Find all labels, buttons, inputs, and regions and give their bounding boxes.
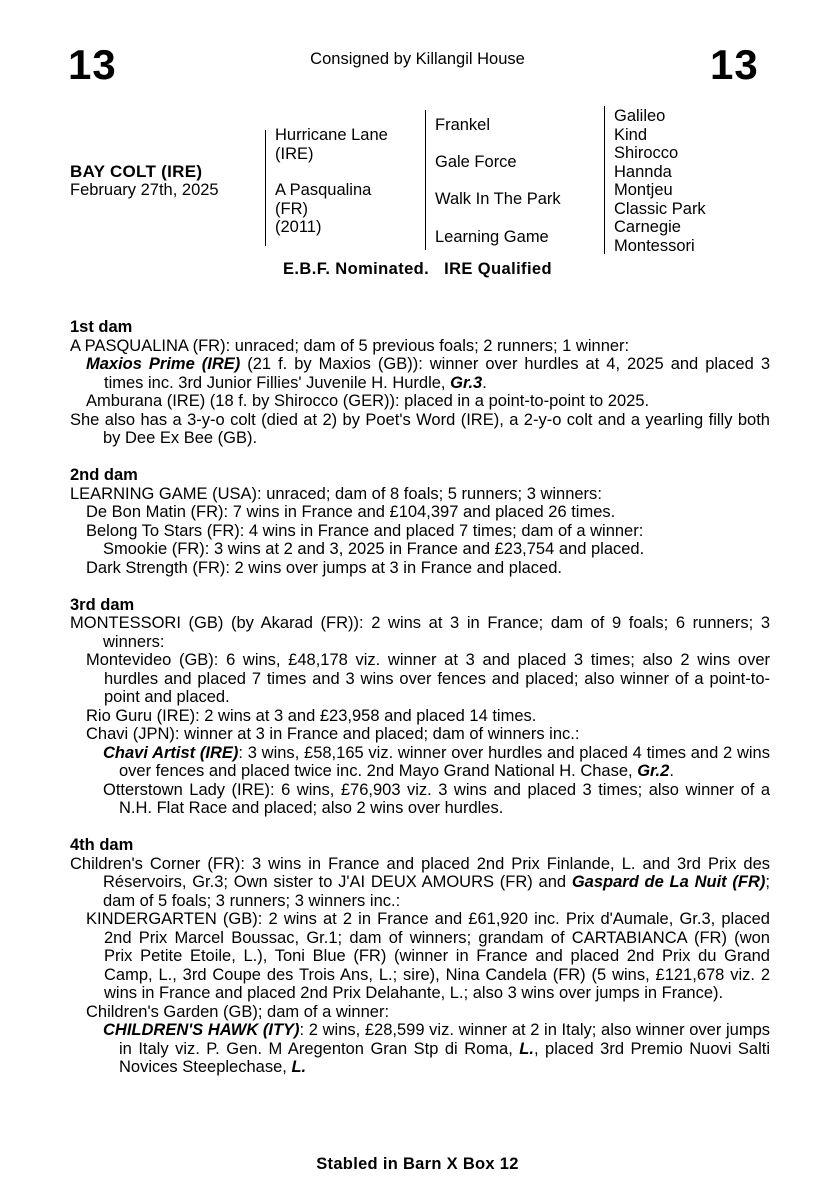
emphasis-text: 3 winners bbox=[294, 891, 366, 910]
emphasis-text: winner bbox=[184, 725, 233, 743]
entry-text: : bbox=[624, 336, 630, 355]
section-heading: 1st dam bbox=[70, 318, 133, 336]
entry-text: , 3rd Coupe des Trois Ans, bbox=[172, 965, 379, 984]
entry-text: . bbox=[482, 373, 487, 392]
pedigree-entry bbox=[70, 355, 770, 392]
entry-text: . bbox=[669, 762, 674, 780]
entry-text: inc.: bbox=[544, 725, 580, 743]
gen3-list bbox=[614, 107, 706, 255]
entry-text: at 3 in France and placed; dam of bbox=[232, 725, 488, 743]
entry-text: Belong To Stars (FR): bbox=[86, 521, 249, 540]
entry-text: in France and placed 7 times; dam of bbox=[295, 521, 577, 540]
pedigree-entry bbox=[70, 910, 770, 1003]
entry-text: ; grandam of bbox=[466, 928, 572, 947]
horse-dob: February 27th, 2025 bbox=[70, 181, 219, 199]
entry-text: at 3 and placed 3 times; also bbox=[436, 651, 681, 669]
entry-text: over hurdles. bbox=[403, 799, 504, 817]
entry-text: Rio Guru (IRE): bbox=[86, 706, 205, 725]
emphasis-text: 2 wins bbox=[680, 651, 731, 669]
entry-text: ( bbox=[726, 928, 740, 947]
gen3-8: Montessori bbox=[614, 236, 695, 255]
pedigree-entry bbox=[70, 855, 770, 911]
emphasis-text: 5 wins bbox=[597, 965, 646, 984]
sire-name: Hurricane Lane bbox=[275, 126, 388, 144]
gen3-6: Classic Park bbox=[614, 199, 706, 218]
pedigree-body bbox=[70, 318, 770, 1095]
entry-text: MONTESSORI (GB) (by Akarad (FR)): bbox=[70, 614, 372, 632]
gen3-3: Shirocco bbox=[614, 144, 679, 162]
emphasis-text: 2 wins bbox=[234, 558, 282, 577]
entry-text: : bbox=[257, 910, 269, 928]
emphasis-text: winner bbox=[429, 355, 479, 373]
entry-text: A PASQUALINA (FR): unraced; dam of 5 previous foals; 2 runners; bbox=[70, 336, 563, 355]
emphasis-text: Gr.3 bbox=[679, 910, 711, 928]
entry-text: She also has a 3-y-o colt (died at 2) by Poet's Word (IRE), a 2-y-o colt and a yearling filly both by Dee Ex Bee (GB). bbox=[70, 410, 770, 447]
gen3-4: Hannda bbox=[614, 162, 672, 181]
gen3-7: Carnegie bbox=[614, 218, 681, 236]
emphasis-text: winner bbox=[685, 780, 735, 799]
entry-text: ; sire), bbox=[392, 965, 446, 984]
emphasis-text: winner bbox=[458, 1021, 508, 1039]
lot-number-right: 13 bbox=[710, 41, 759, 88]
pedigree-entry bbox=[70, 1021, 770, 1077]
gen2-4: Learning Game bbox=[435, 228, 549, 246]
entry-text: ( bbox=[585, 965, 598, 984]
entry-text: at 2 in France and £61,920 inc. Prix d'Aumale, bbox=[316, 910, 680, 928]
entry-text: : bbox=[638, 521, 644, 540]
emphasis-text: 2 wins bbox=[308, 1021, 356, 1039]
entry-text: over hurdles and placed 4 times and bbox=[446, 743, 724, 762]
entry-text: over hurdles at 4, 2025 and placed 3 times inc. 3rd Junior Fillies' Juvenile H. Hurdle, bbox=[104, 355, 770, 392]
pedigree-entry bbox=[70, 651, 770, 707]
dam-section bbox=[70, 836, 770, 1077]
pedigree-entry bbox=[70, 337, 770, 356]
entry-text: , £48,178 viz. bbox=[275, 651, 388, 669]
pedigree-entry bbox=[70, 411, 770, 448]
entry-text: over jumps in Italy viz. P. Gen. M Aregenton Gran Stp di Roma, bbox=[119, 1021, 770, 1058]
entry-text: over jumps at 3 in France and placed. bbox=[281, 558, 562, 577]
emphasis-text: 7 wins bbox=[232, 503, 280, 521]
entry-text: ; dam of 5 foals; 3 runners; bbox=[103, 873, 770, 910]
pedigree-bracket-3 bbox=[604, 106, 605, 254]
dam-year: (2011) bbox=[275, 218, 322, 236]
emphasis-text: CHILDREN'S HAWK (ITY) bbox=[103, 1021, 300, 1039]
sire-country: (IRE) bbox=[275, 144, 314, 163]
entry-text: , placed 3rd Premio Nuovi Salti Novices Steeplechase, bbox=[119, 1039, 770, 1076]
pedigree-sire bbox=[275, 126, 388, 163]
gen2-2: Gale Force bbox=[435, 153, 517, 171]
entry-text: in France and placed 2nd Prix du Grand Camp, bbox=[104, 947, 770, 984]
entry-text: over fences and placed twice inc. 2nd Mayo Grand National H. Chase, bbox=[119, 762, 638, 780]
emphasis-text: Chavi Artist (IRE) bbox=[103, 743, 239, 762]
emphasis-text: 2 wins bbox=[104, 965, 770, 1002]
pedigree-entry bbox=[70, 725, 770, 744]
entry-text: , £121,678 viz. bbox=[645, 965, 761, 984]
nomination-line: E.B.F. Nominated. IRE Qualified bbox=[283, 260, 552, 278]
gen2-1: Frankel bbox=[435, 116, 491, 134]
emphasis-text: 3 wins bbox=[507, 984, 555, 1002]
entry-text: , £28,599 viz. bbox=[355, 1021, 459, 1039]
emphasis-text: L. bbox=[291, 1058, 307, 1076]
emphasis-text: winners bbox=[409, 928, 467, 947]
entry-text: in France and £104,397 and placed 26 times. bbox=[279, 503, 616, 521]
pedigree-entry bbox=[70, 540, 770, 559]
entry-text: : bbox=[299, 1021, 309, 1039]
gen3-5: Montjeu bbox=[614, 181, 673, 199]
emphasis-text: winner bbox=[387, 651, 437, 669]
gen2-3: Walk In The Park bbox=[435, 190, 561, 208]
dam-name: A Pasqualina bbox=[275, 181, 372, 199]
entry-text: Dark Strength (FR): bbox=[86, 558, 235, 577]
entry-text: over hurdles and placed 7 times and bbox=[104, 651, 771, 688]
pedigree-dam bbox=[275, 181, 371, 237]
emphasis-text: 6 wins bbox=[281, 780, 330, 799]
entry-text: over jumps in France). bbox=[554, 984, 724, 1002]
entry-text: Montevideo (GB): bbox=[86, 651, 227, 669]
emphasis-text: 2 wins bbox=[723, 743, 770, 762]
section-heading: 4th dam bbox=[70, 836, 134, 854]
emphasis-text: 3 wins bbox=[213, 540, 261, 558]
emphasis-text: winner bbox=[397, 743, 447, 762]
entry-text: De Bon Matin (FR): bbox=[86, 503, 233, 521]
emphasis-text: 3 winners bbox=[103, 614, 770, 651]
entry-text: Chavi (JPN): bbox=[86, 725, 185, 743]
stabling-info: Stabled in Barn X Box 12 bbox=[316, 1155, 519, 1173]
entry-text: Smookie (FR): bbox=[103, 540, 214, 558]
entry-text: and placed 3 times; also bbox=[486, 780, 686, 799]
entry-text: Children's Garden (GB); dam of bbox=[86, 1002, 323, 1021]
entry-text: ; also bbox=[463, 984, 508, 1002]
pedigree-entry bbox=[70, 781, 770, 818]
gen3-1: Galileo bbox=[614, 107, 666, 125]
emphasis-text: CARTABIANCA (FR) bbox=[571, 928, 727, 947]
emphasis-text: L. bbox=[621, 854, 636, 873]
lot-number-left: 13 bbox=[68, 41, 117, 88]
emphasis-text: 3 winners bbox=[526, 484, 598, 503]
emphasis-text: Maxios Prime (IRE) bbox=[86, 355, 241, 373]
pedigree-bracket-1 bbox=[265, 130, 266, 246]
entry-text: , £76,903 viz. bbox=[329, 780, 439, 799]
emphasis-text: 3 wins bbox=[438, 780, 487, 799]
emphasis-text: L. bbox=[158, 965, 173, 984]
emphasis-text: L. bbox=[243, 947, 258, 965]
pedigree-entry bbox=[70, 744, 770, 781]
emphasis-text: 2 wins bbox=[268, 910, 317, 928]
dam-section bbox=[70, 466, 770, 577]
emphasis-text: Gr.3 bbox=[192, 873, 224, 891]
entry-text: (21 f. by Maxios (GB)): bbox=[240, 355, 430, 373]
dam-section bbox=[70, 318, 770, 448]
section-heading: 2nd dam bbox=[70, 466, 138, 484]
entry-text: ( bbox=[386, 947, 400, 965]
section-heading: 3rd dam bbox=[70, 595, 135, 614]
emphasis-text: winner bbox=[399, 947, 449, 965]
entry-text: : bbox=[240, 854, 252, 873]
dam-section bbox=[70, 596, 770, 818]
pedigree-entry bbox=[70, 1003, 770, 1022]
emphasis-text: Gaspard de La Nuit (FR) bbox=[571, 873, 766, 891]
entry-text: over fences and placed; also winner of a point-to-point and placed. bbox=[104, 669, 770, 706]
emphasis-text: 3 wins bbox=[345, 669, 394, 688]
entry-text: Otterstown Lady (IRE): bbox=[103, 780, 282, 799]
entry-text: ; Own sister to bbox=[223, 873, 339, 891]
entry-text: at 3 in France; dam of 9 foals; 6 runners; bbox=[421, 614, 761, 632]
emphasis-text: KINDERGARTEN (GB) bbox=[86, 910, 258, 928]
emphasis-text: a winner bbox=[576, 521, 639, 540]
entry-text: : bbox=[384, 1002, 390, 1021]
emphasis-text: 3 wins bbox=[247, 743, 295, 762]
emphasis-text: Gr.3 bbox=[450, 373, 483, 392]
emphasis-text: 3 wins bbox=[251, 854, 302, 873]
entry-text: Amburana (IRE) (18 f. by Shirocco (GER)): placed in a point-to-point to 2025. bbox=[86, 392, 650, 410]
entry-text: ; dam of bbox=[337, 928, 410, 947]
entry-text: in France and placed 2nd Prix Finlande, bbox=[301, 854, 622, 873]
pedigree-entry bbox=[70, 614, 770, 651]
emphasis-text: 4 wins bbox=[248, 521, 296, 540]
emphasis-text: a winner bbox=[322, 1002, 385, 1021]
entry-text: in France and placed 2nd Prix Delahante, bbox=[137, 984, 450, 1002]
entry-text: at 3 and £23,958 and placed 14 times. bbox=[251, 706, 537, 725]
emphasis-text: Children's Corner (FR) bbox=[70, 854, 241, 873]
pedigree-entry bbox=[70, 392, 770, 411]
emphasis-text: 2 wins bbox=[356, 799, 404, 817]
entry-text: : bbox=[238, 743, 248, 762]
emphasis-text: winners bbox=[487, 725, 545, 743]
entry-text: : bbox=[597, 484, 602, 503]
entry-text: Prix Petite Etoile, bbox=[104, 947, 244, 965]
pedigree-entry bbox=[70, 522, 770, 541]
entry-text: , £58,165 viz. bbox=[294, 743, 398, 762]
emphasis-text: winner bbox=[635, 1021, 685, 1039]
emphasis-text: Toni Blue (FR) bbox=[274, 947, 387, 965]
pedigree-entry bbox=[70, 559, 770, 578]
entry-text: at 2 in Italy; also bbox=[507, 1021, 636, 1039]
pedigree-entry bbox=[70, 503, 770, 522]
entry-text: ), bbox=[257, 947, 275, 965]
horse-details bbox=[70, 162, 219, 200]
emphasis-text: J'AI DEUX AMOURS (FR) bbox=[338, 873, 533, 891]
emphasis-text: L. bbox=[449, 984, 464, 1002]
emphasis-text: won bbox=[739, 928, 770, 947]
entry-text: and bbox=[532, 873, 572, 891]
pedigree-bracket-2 bbox=[425, 110, 426, 250]
dam-country: (FR) bbox=[275, 199, 308, 218]
entry-text: : bbox=[159, 632, 165, 651]
entry-text: inc.: bbox=[365, 891, 401, 910]
pedigree-entry bbox=[70, 485, 770, 504]
emphasis-text: 6 wins bbox=[226, 651, 276, 669]
emphasis-text: Gr.1 bbox=[306, 928, 338, 947]
consignor: Consigned by Killangil House bbox=[310, 50, 525, 68]
emphasis-text: L. bbox=[378, 965, 393, 984]
entry-text: , placed 2nd Prix Marcel Boussac, bbox=[104, 910, 770, 947]
emphasis-text: Gr.2 bbox=[637, 762, 670, 780]
pedigree-entry bbox=[70, 707, 770, 726]
entry-text: and 3rd Prix des Réservoirs, bbox=[103, 854, 771, 891]
emphasis-text: 2 wins bbox=[371, 614, 422, 632]
gen3-2: Kind bbox=[614, 125, 648, 144]
emphasis-text: 1 winner bbox=[562, 336, 625, 355]
entry-text: LEARNING GAME (USA): unraced; dam of 8 foals; 5 runners; bbox=[70, 484, 527, 503]
entry-text: of a N.H. Flat Race and placed; also bbox=[119, 780, 771, 817]
horse-title: BAY COLT (IRE) bbox=[70, 162, 203, 181]
emphasis-text: 2 wins bbox=[204, 706, 252, 725]
emphasis-text: Nina Candela (FR) bbox=[445, 965, 586, 984]
emphasis-text: L. bbox=[519, 1039, 534, 1058]
entry-text: at 2 and 3, 2025 in France and £23,754 and placed. bbox=[260, 540, 645, 558]
